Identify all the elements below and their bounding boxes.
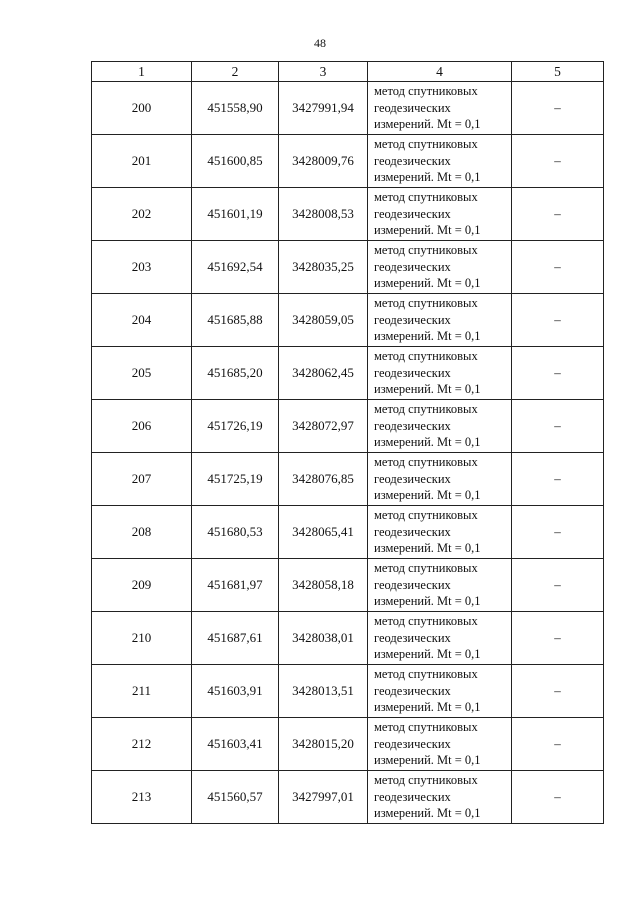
header-row xyxy=(92,62,604,82)
method-line: геодезических xyxy=(374,683,451,698)
note-cell: – xyxy=(512,453,604,506)
method-line: измерений. Mt = 0,1 xyxy=(374,276,481,291)
note-cell: – xyxy=(512,347,604,400)
method-line: геодезических xyxy=(374,524,451,539)
method-line: метод спутниковых xyxy=(374,137,478,152)
coordinate-x-cell: 451600,85 xyxy=(192,135,279,188)
note-cell: – xyxy=(512,718,604,771)
coordinate-y-cell: 3427997,01 xyxy=(279,771,368,824)
point-number-cell: 211 xyxy=(92,665,192,718)
note-cell: – xyxy=(512,771,604,824)
coordinate-y-cell: 3428062,45 xyxy=(279,347,368,400)
table-row xyxy=(92,453,604,506)
note-cell: – xyxy=(512,612,604,665)
method-line: геодезических xyxy=(374,577,451,592)
method-cell xyxy=(368,294,512,347)
method-cell xyxy=(368,771,512,824)
table-row xyxy=(92,82,604,135)
method-cell xyxy=(368,453,512,506)
method-line: метод спутниковых xyxy=(374,614,478,629)
point-number-cell: 201 xyxy=(92,135,192,188)
table-row xyxy=(92,400,604,453)
coordinate-y-cell: 3428008,53 xyxy=(279,188,368,241)
coordinates-table xyxy=(91,61,604,824)
method-line: метод спутниковых xyxy=(374,190,478,205)
coordinate-x-cell: 451725,19 xyxy=(192,453,279,506)
coordinate-x-cell: 451603,41 xyxy=(192,718,279,771)
header-cell-3: 3 xyxy=(279,62,368,82)
table-row xyxy=(92,506,604,559)
note-cell: – xyxy=(512,559,604,612)
table-row xyxy=(92,135,604,188)
method-line: метод спутниковых xyxy=(374,402,478,417)
method-line: измерений. Mt = 0,1 xyxy=(374,541,481,556)
point-number-cell: 208 xyxy=(92,506,192,559)
coordinate-x-cell: 451603,91 xyxy=(192,665,279,718)
method-line: метод спутниковых xyxy=(374,455,478,470)
method-cell xyxy=(368,241,512,294)
point-number-cell: 209 xyxy=(92,559,192,612)
method-line: геодезических xyxy=(374,418,451,433)
coordinate-x-cell: 451726,19 xyxy=(192,400,279,453)
method-line: геодезических xyxy=(374,206,451,221)
note-cell: – xyxy=(512,294,604,347)
method-cell xyxy=(368,559,512,612)
point-number-cell: 207 xyxy=(92,453,192,506)
point-number-cell: 213 xyxy=(92,771,192,824)
header-cell-1: 1 xyxy=(92,62,192,82)
method-line: геодезических xyxy=(374,630,451,645)
method-line: измерений. Mt = 0,1 xyxy=(374,700,481,715)
method-line: измерений. Mt = 0,1 xyxy=(374,647,481,662)
coordinate-x-cell: 451681,97 xyxy=(192,559,279,612)
table-row xyxy=(92,665,604,718)
method-line: геодезических xyxy=(374,365,451,380)
coordinate-x-cell: 451560,57 xyxy=(192,771,279,824)
method-line: геодезических xyxy=(374,100,451,115)
coordinate-y-cell: 3428076,85 xyxy=(279,453,368,506)
method-line: метод спутниковых xyxy=(374,667,478,682)
method-line: измерений. Mt = 0,1 xyxy=(374,806,481,821)
method-cell xyxy=(368,718,512,771)
coordinate-x-cell: 451601,19 xyxy=(192,188,279,241)
coordinate-y-cell: 3428009,76 xyxy=(279,135,368,188)
method-line: геодезических xyxy=(374,312,451,327)
method-line: метод спутниковых xyxy=(374,243,478,258)
method-line: метод спутниковых xyxy=(374,773,478,788)
header-cell-2: 2 xyxy=(192,62,279,82)
note-cell: – xyxy=(512,82,604,135)
point-number-cell: 210 xyxy=(92,612,192,665)
method-line: измерений. Mt = 0,1 xyxy=(374,594,481,609)
method-cell xyxy=(368,400,512,453)
method-line: геодезических xyxy=(374,153,451,168)
method-cell xyxy=(368,665,512,718)
coordinate-y-cell: 3428072,97 xyxy=(279,400,368,453)
header-cell-5: 5 xyxy=(512,62,604,82)
coordinate-y-cell: 3428013,51 xyxy=(279,665,368,718)
table-row xyxy=(92,718,604,771)
table-row xyxy=(92,612,604,665)
coordinate-x-cell: 451685,20 xyxy=(192,347,279,400)
table-row xyxy=(92,241,604,294)
method-cell xyxy=(368,82,512,135)
method-line: измерений. Mt = 0,1 xyxy=(374,382,481,397)
coordinate-y-cell: 3428038,01 xyxy=(279,612,368,665)
table-row xyxy=(92,188,604,241)
table-row xyxy=(92,771,604,824)
method-line: геодезических xyxy=(374,736,451,751)
coordinate-x-cell: 451680,53 xyxy=(192,506,279,559)
method-cell xyxy=(368,135,512,188)
coordinate-y-cell: 3428015,20 xyxy=(279,718,368,771)
method-line: измерений. Mt = 0,1 xyxy=(374,488,481,503)
method-line: метод спутниковых xyxy=(374,84,478,99)
method-cell xyxy=(368,612,512,665)
method-cell xyxy=(368,347,512,400)
table-row xyxy=(92,347,604,400)
coordinate-y-cell: 3428065,41 xyxy=(279,506,368,559)
coordinate-y-cell: 3428035,25 xyxy=(279,241,368,294)
method-line: измерений. Mt = 0,1 xyxy=(374,753,481,768)
method-line: измерений. Mt = 0,1 xyxy=(374,223,481,238)
header-cell-4: 4 xyxy=(368,62,512,82)
table-body xyxy=(92,82,604,824)
method-line: измерений. Mt = 0,1 xyxy=(374,329,481,344)
method-cell xyxy=(368,188,512,241)
coordinate-x-cell: 451692,54 xyxy=(192,241,279,294)
point-number-cell: 203 xyxy=(92,241,192,294)
note-cell: – xyxy=(512,241,604,294)
table-row xyxy=(92,559,604,612)
point-number-cell: 202 xyxy=(92,188,192,241)
coordinate-y-cell: 3427991,94 xyxy=(279,82,368,135)
note-cell: – xyxy=(512,665,604,718)
coordinate-y-cell: 3428058,18 xyxy=(279,559,368,612)
point-number-cell: 205 xyxy=(92,347,192,400)
note-cell: – xyxy=(512,188,604,241)
method-line: геодезических xyxy=(374,259,451,274)
method-line: геодезических xyxy=(374,471,451,486)
method-line: геодезических xyxy=(374,789,451,804)
method-line: метод спутниковых xyxy=(374,720,478,735)
method-cell xyxy=(368,506,512,559)
note-cell: – xyxy=(512,400,604,453)
coordinate-y-cell: 3428059,05 xyxy=(279,294,368,347)
point-number-cell: 204 xyxy=(92,294,192,347)
method-line: измерений. Mt = 0,1 xyxy=(374,170,481,185)
coordinate-x-cell: 451558,90 xyxy=(192,82,279,135)
page-number: 48 xyxy=(314,36,326,50)
table-row xyxy=(92,294,604,347)
method-line: измерений. Mt = 0,1 xyxy=(374,435,481,450)
method-line: измерений. Mt = 0,1 xyxy=(374,117,481,132)
point-number-cell: 212 xyxy=(92,718,192,771)
note-cell: – xyxy=(512,135,604,188)
table-header xyxy=(92,62,604,82)
point-number-cell: 206 xyxy=(92,400,192,453)
note-cell: – xyxy=(512,506,604,559)
coordinate-x-cell: 451685,88 xyxy=(192,294,279,347)
method-line: метод спутниковых xyxy=(374,508,478,523)
method-line: метод спутниковых xyxy=(374,561,478,576)
method-line: метод спутниковых xyxy=(374,349,478,364)
coordinate-x-cell: 451687,61 xyxy=(192,612,279,665)
point-number-cell: 200 xyxy=(92,82,192,135)
method-line: метод спутниковых xyxy=(374,296,478,311)
